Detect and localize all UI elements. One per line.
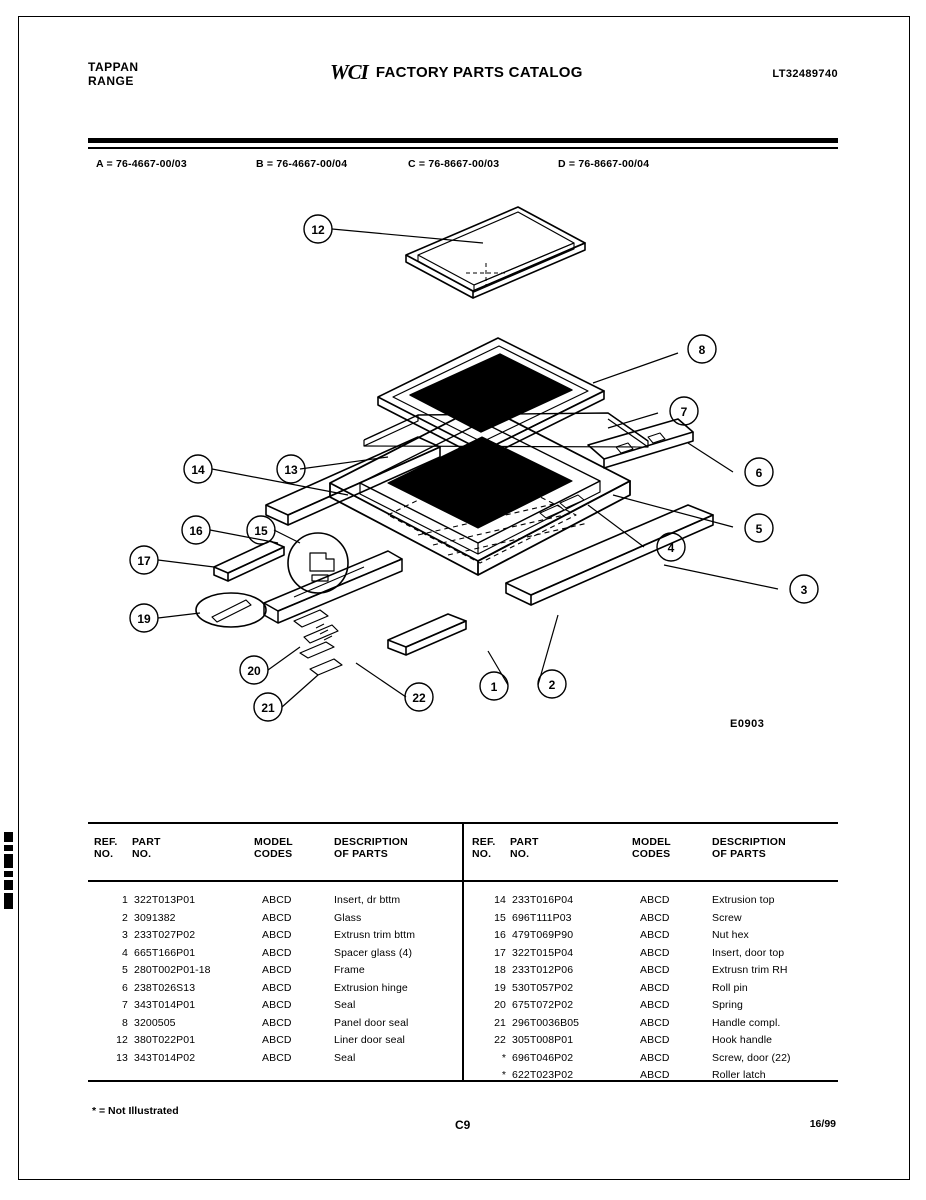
- cell-desc: Seal: [334, 1051, 356, 1064]
- cell-ref: 7: [122, 999, 128, 1011]
- header-desc-line1: DESCRIPTION: [712, 836, 786, 848]
- callout-5: 5: [755, 522, 763, 536]
- header-ref-line2: NO.: [94, 848, 114, 860]
- footnote-not-illustrated: * = Not Illustrated: [92, 1105, 179, 1117]
- table-row: [466, 980, 840, 998]
- header-model-line2: CODES: [632, 848, 671, 860]
- callout-2: 2: [548, 678, 556, 692]
- table-row: [88, 945, 462, 963]
- cell-part: 343T014P01: [134, 999, 196, 1011]
- cell-part: 296T0036B05: [512, 1016, 580, 1029]
- figure-code: E0903: [730, 718, 765, 730]
- cell-model: ABCD: [640, 999, 670, 1011]
- cell-part: 696T111P03: [512, 911, 572, 924]
- cell-desc: Panel door seal: [334, 1016, 409, 1029]
- header-ref-line1: REF.: [472, 836, 496, 848]
- header-part-line2: NO.: [510, 848, 530, 860]
- cell-ref: 16: [494, 929, 506, 941]
- table-row: [88, 997, 462, 1015]
- header-part-no: [510, 836, 539, 860]
- table-row: [88, 1015, 462, 1033]
- cell-ref: *: [501, 1069, 506, 1081]
- table-header-right: [466, 830, 840, 880]
- catalog-title-text: FACTORY PARTS CATALOG: [375, 64, 583, 81]
- callout-3: 3: [800, 583, 808, 597]
- table-row: [88, 980, 462, 998]
- table-header-left: [88, 830, 462, 880]
- header-ref-line1: REF.: [94, 836, 118, 848]
- callout-14: 14: [191, 463, 205, 477]
- parts-rows-left: [88, 892, 462, 1067]
- header-desc-line1: DESCRIPTION: [334, 836, 408, 848]
- table-row: [466, 1015, 840, 1033]
- table-row: [466, 910, 840, 928]
- cell-part: 479T069P90: [512, 929, 574, 941]
- cell-model: ABCD: [262, 1016, 292, 1029]
- cell-ref: 6: [122, 981, 128, 994]
- table-row: [466, 962, 840, 980]
- parts-table-left-column: [88, 830, 462, 1080]
- part-insert-door-bottom: [388, 614, 466, 655]
- part-spacer-glass: [540, 495, 584, 518]
- cell-ref: 19: [494, 981, 506, 994]
- cell-desc: Hook handle: [712, 1034, 773, 1046]
- table-row: [88, 1032, 462, 1050]
- header-model-line1: MODEL: [254, 836, 293, 848]
- part-roll-pin: [196, 593, 266, 627]
- model-code-b: B = 76-4667-00/04: [256, 158, 348, 170]
- cell-part: 233T016P04: [512, 894, 574, 906]
- cell-part: 622T023P02: [512, 1069, 574, 1081]
- header-rule-thick: [88, 138, 838, 143]
- cell-part: 380T022P01: [134, 1034, 196, 1046]
- callout-12: 12: [311, 223, 325, 237]
- header-model-codes: [632, 836, 671, 860]
- header-description: [712, 836, 786, 860]
- cell-part: 233T012P06: [512, 964, 574, 976]
- cell-ref: 3: [122, 929, 128, 941]
- callout-4: 4: [667, 541, 675, 555]
- cell-desc: Insert, dr bttm: [334, 894, 401, 906]
- cell-ref: 1: [122, 894, 128, 906]
- cell-model: ABCD: [640, 929, 670, 941]
- catalog-title: [330, 60, 583, 85]
- table-row: [466, 1032, 840, 1050]
- wci-logo: WCI: [330, 60, 368, 84]
- callout-16: 16: [189, 524, 203, 538]
- cell-model: ABCD: [262, 929, 292, 941]
- callout-19: 19: [137, 612, 151, 626]
- callout-8: 8: [698, 343, 706, 357]
- header-part-line1: PART: [132, 836, 161, 848]
- page-number: C9: [455, 1118, 471, 1132]
- cell-model: ABCD: [640, 1051, 670, 1064]
- cell-model: ABCD: [640, 911, 670, 924]
- cell-desc: Liner door seal: [334, 1034, 405, 1046]
- cell-desc: Extrusn trim RH: [712, 964, 788, 976]
- cell-desc: Screw, door (22): [712, 1051, 791, 1064]
- cell-desc: Handle compl.: [712, 1016, 781, 1029]
- callout-17: 17: [137, 554, 151, 568]
- model-code-legend: [96, 158, 838, 170]
- callout-1: 1: [490, 680, 498, 694]
- header-ref-no: [472, 836, 496, 860]
- parts-table: [88, 822, 838, 1092]
- table-row: [466, 945, 840, 963]
- header-desc-line2: OF PARTS: [334, 848, 388, 860]
- brand-category: RANGE: [88, 74, 134, 88]
- cell-part: 3091382: [134, 911, 176, 924]
- header-ref-line2: NO.: [472, 848, 492, 860]
- header-model-line2: CODES: [254, 848, 293, 860]
- cell-ref: 8: [122, 1016, 128, 1029]
- cell-ref: 15: [494, 911, 506, 924]
- header-desc-line2: OF PARTS: [712, 848, 766, 860]
- cell-ref: 13: [116, 1051, 128, 1064]
- cell-model: ABCD: [640, 946, 670, 959]
- cell-model: ABCD: [262, 981, 292, 994]
- cell-desc: Spacer glass (4): [334, 946, 413, 959]
- cell-model: ABCD: [262, 964, 292, 976]
- part-insert-door-top: [214, 541, 284, 581]
- revision-code: 16/99: [809, 1118, 836, 1130]
- header-part-no: [132, 836, 161, 860]
- cell-model: ABCD: [262, 894, 292, 906]
- cell-ref: 22: [494, 1034, 506, 1046]
- cell-desc: Frame: [334, 964, 365, 976]
- cell-part: 665T166P01: [134, 946, 196, 959]
- cell-part: 3200505: [134, 1016, 176, 1029]
- cell-part: 696T046P02: [512, 1051, 574, 1064]
- cell-model: ABCD: [640, 894, 670, 906]
- cell-desc: Insert, door top: [712, 946, 785, 959]
- parts-rows-right: [466, 892, 840, 1085]
- cell-part: 322T013P01: [134, 894, 196, 906]
- cell-desc: Glass: [334, 911, 362, 924]
- cell-part: 238T026S13: [134, 981, 196, 994]
- callout-15: 15: [254, 524, 268, 538]
- cell-model: ABCD: [262, 1051, 292, 1064]
- model-code-d: D = 76-8667-00/04: [558, 158, 650, 170]
- cell-desc: Nut hex: [712, 929, 749, 941]
- cell-desc: Roller latch: [712, 1069, 766, 1081]
- cell-part: 343T014P02: [134, 1051, 196, 1064]
- cell-desc: Extrusion top: [712, 894, 775, 906]
- table-row: [466, 1050, 840, 1068]
- cell-ref: 18: [494, 964, 506, 976]
- edge-registration-marks: [4, 832, 13, 908]
- table-row: [88, 910, 462, 928]
- cell-model: ABCD: [640, 964, 670, 976]
- table-row: [466, 927, 840, 945]
- table-row: [88, 962, 462, 980]
- exploded-view-illustration: [88, 185, 848, 755]
- cell-ref: 14: [494, 894, 506, 906]
- header-model-line1: MODEL: [632, 836, 671, 848]
- cell-ref: 5: [122, 964, 128, 976]
- cell-desc: Roll pin: [712, 981, 748, 994]
- part-handle-assembly: [294, 610, 342, 675]
- model-code-a: A = 76-4667-00/03: [96, 158, 187, 170]
- parts-table-right-column: [466, 830, 840, 1080]
- cell-part: 305T008P01: [512, 1034, 574, 1046]
- cell-model: ABCD: [262, 1034, 292, 1046]
- brand-name: TAPPAN: [88, 60, 139, 74]
- table-row: [88, 927, 462, 945]
- brand-block: [88, 60, 139, 88]
- cell-desc: Seal: [334, 999, 356, 1011]
- part-liner-door-seal: [406, 207, 585, 298]
- document-number: LT32489740: [772, 68, 838, 80]
- cell-part: 280T002P01-18: [134, 964, 211, 976]
- table-row: [466, 1067, 840, 1085]
- table-column-divider: [462, 822, 464, 1082]
- callout-20: 20: [247, 664, 261, 678]
- cell-part: 530T057P02: [512, 981, 574, 994]
- cell-part: 675T072P02: [512, 999, 574, 1011]
- cell-ref: 21: [494, 1016, 506, 1029]
- cell-ref: *: [501, 1051, 506, 1064]
- header-ref-no: [94, 836, 118, 860]
- header-model-codes: [254, 836, 293, 860]
- cell-model: ABCD: [640, 1016, 670, 1029]
- cell-model: ABCD: [262, 946, 292, 959]
- cell-model: ABCD: [640, 1034, 670, 1046]
- callout-13: 13: [284, 463, 298, 477]
- cell-desc: Screw: [712, 911, 742, 924]
- cell-model: ABCD: [262, 999, 292, 1011]
- callout-21: 21: [261, 701, 275, 715]
- cell-part: 322T015P04: [512, 946, 574, 959]
- callout-6: 6: [755, 466, 763, 480]
- cell-desc: Extrusn trim bttm: [334, 929, 416, 941]
- cell-part: 233T027P02: [134, 929, 196, 941]
- header-part-line1: PART: [510, 836, 539, 848]
- table-row: [466, 997, 840, 1015]
- part-extrusion-trim-rh: [264, 551, 402, 623]
- cell-desc: Spring: [712, 999, 743, 1011]
- cell-model: ABCD: [262, 911, 292, 924]
- cell-ref: 2: [122, 911, 128, 924]
- cell-ref: 20: [494, 999, 506, 1011]
- table-row: [88, 1050, 462, 1068]
- cell-model: ABCD: [640, 1069, 670, 1081]
- cell-model: ABCD: [640, 981, 670, 994]
- cell-ref: 17: [494, 946, 506, 959]
- cell-desc: Extrusion hinge: [334, 981, 408, 994]
- model-code-c: C = 76-8667-00/03: [408, 158, 500, 170]
- cell-ref: 12: [116, 1034, 128, 1046]
- header-description: [334, 836, 408, 860]
- table-row: [466, 892, 840, 910]
- cell-ref: 4: [122, 946, 128, 959]
- part-extrusion-hinge: [588, 419, 693, 468]
- header-part-line2: NO.: [132, 848, 152, 860]
- table-row: [88, 892, 462, 910]
- callout-7: 7: [680, 405, 688, 419]
- callout-22: 22: [412, 691, 426, 705]
- header-rule-thin: [88, 147, 838, 149]
